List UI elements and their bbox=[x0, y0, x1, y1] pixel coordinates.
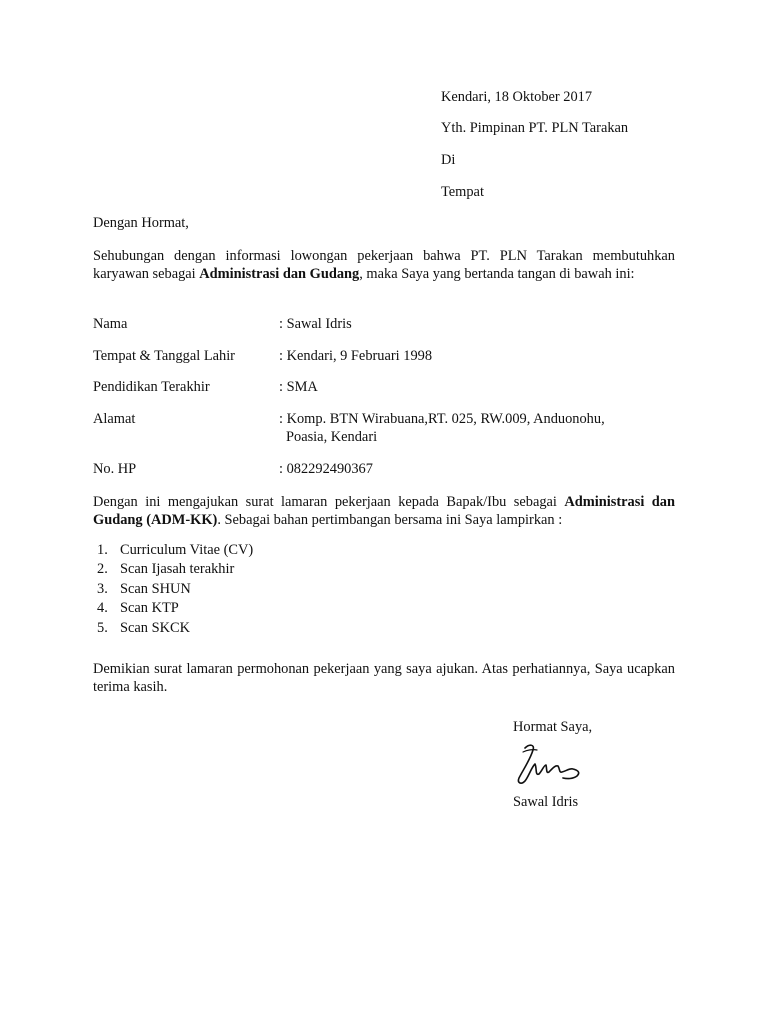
list-item bbox=[93, 541, 253, 560]
apply-text-2: . Sebagai bahan pertimbangan bersama ini Saya lampirkan : bbox=[217, 512, 563, 528]
alamat-line-2: Poasia, Kendari bbox=[286, 429, 378, 445]
list-number: 3. bbox=[97, 580, 108, 597]
place-date: Kendari, 18 Oktober 2017 bbox=[441, 89, 593, 105]
recipient-di: Di bbox=[441, 152, 456, 168]
apply-position: Administrasi dan Gudang (ADM-KK) bbox=[93, 494, 675, 528]
recipient-tempat: Tempat bbox=[441, 184, 484, 200]
field-value-alamat bbox=[279, 410, 669, 446]
greeting: Dengan Hormat, bbox=[93, 215, 189, 231]
intro-paragraph bbox=[93, 247, 675, 283]
list-number: 1. bbox=[97, 542, 108, 558]
alamat-line-1: : Komp. BTN Wirabuana,RT. 025, RW.009, Anduonohu, bbox=[279, 411, 605, 427]
field-value-nama: : Sawal Idris bbox=[279, 316, 352, 332]
signature-salutation: Hormat Saya, bbox=[513, 719, 593, 735]
field-value-hp: : 082292490367 bbox=[279, 461, 373, 477]
intro-position: Administrasi dan Gudang bbox=[199, 266, 360, 282]
list-item bbox=[93, 619, 253, 638]
list-text: Scan SKCK bbox=[120, 619, 190, 636]
intro-text-1: Sehubungan dengan informasi lowongan pekerjaan bahwa PT. PLN Tarakan membutuhkan karyawan sebagai bbox=[93, 248, 675, 282]
field-label-nama: Nama bbox=[93, 316, 128, 332]
attachment-list bbox=[93, 541, 253, 638]
field-value-pendidikan: : SMA bbox=[279, 379, 318, 395]
field-label-ttl: Tempat & Tanggal Lahir bbox=[93, 348, 235, 364]
signature-name: Sawal Idris bbox=[513, 794, 579, 810]
apply-text-1: Dengan ini mengajukan surat lamaran pekerjaan kepada Bapak/Ibu sebagai bbox=[93, 494, 565, 510]
recipient: Yth. Pimpinan PT. PLN Tarakan bbox=[441, 120, 629, 136]
field-value-ttl: : Kendari, 9 Februari 1998 bbox=[279, 348, 433, 364]
intro-text-2: , maka Saya yang bertanda tangan di bawah ini: bbox=[359, 266, 635, 282]
closing-paragraph: Demikian surat lamaran permohonan pekerjaan yang saya ajukan. Atas perhatiannya, Saya ucapkan terima kasih. bbox=[93, 661, 675, 695]
apply-paragraph bbox=[93, 493, 675, 529]
list-item bbox=[93, 580, 253, 599]
field-label-pendidikan: Pendidikan Terakhir bbox=[93, 379, 210, 395]
list-text: Curriculum Vitae (CV) bbox=[120, 542, 254, 558]
list-number: 5. bbox=[97, 619, 108, 636]
list-item bbox=[93, 599, 253, 618]
list-number: 2. bbox=[97, 561, 108, 578]
list-item bbox=[93, 560, 253, 579]
handwritten-signature-icon bbox=[511, 738, 589, 788]
list-text: Scan Ijasah terakhir bbox=[120, 561, 235, 578]
list-number: 4. bbox=[97, 600, 108, 617]
field-label-hp: No. HP bbox=[93, 461, 137, 477]
field-label-alamat: Alamat bbox=[93, 411, 136, 427]
list-text: Scan KTP bbox=[120, 600, 179, 617]
list-text: Scan SHUN bbox=[120, 580, 191, 597]
